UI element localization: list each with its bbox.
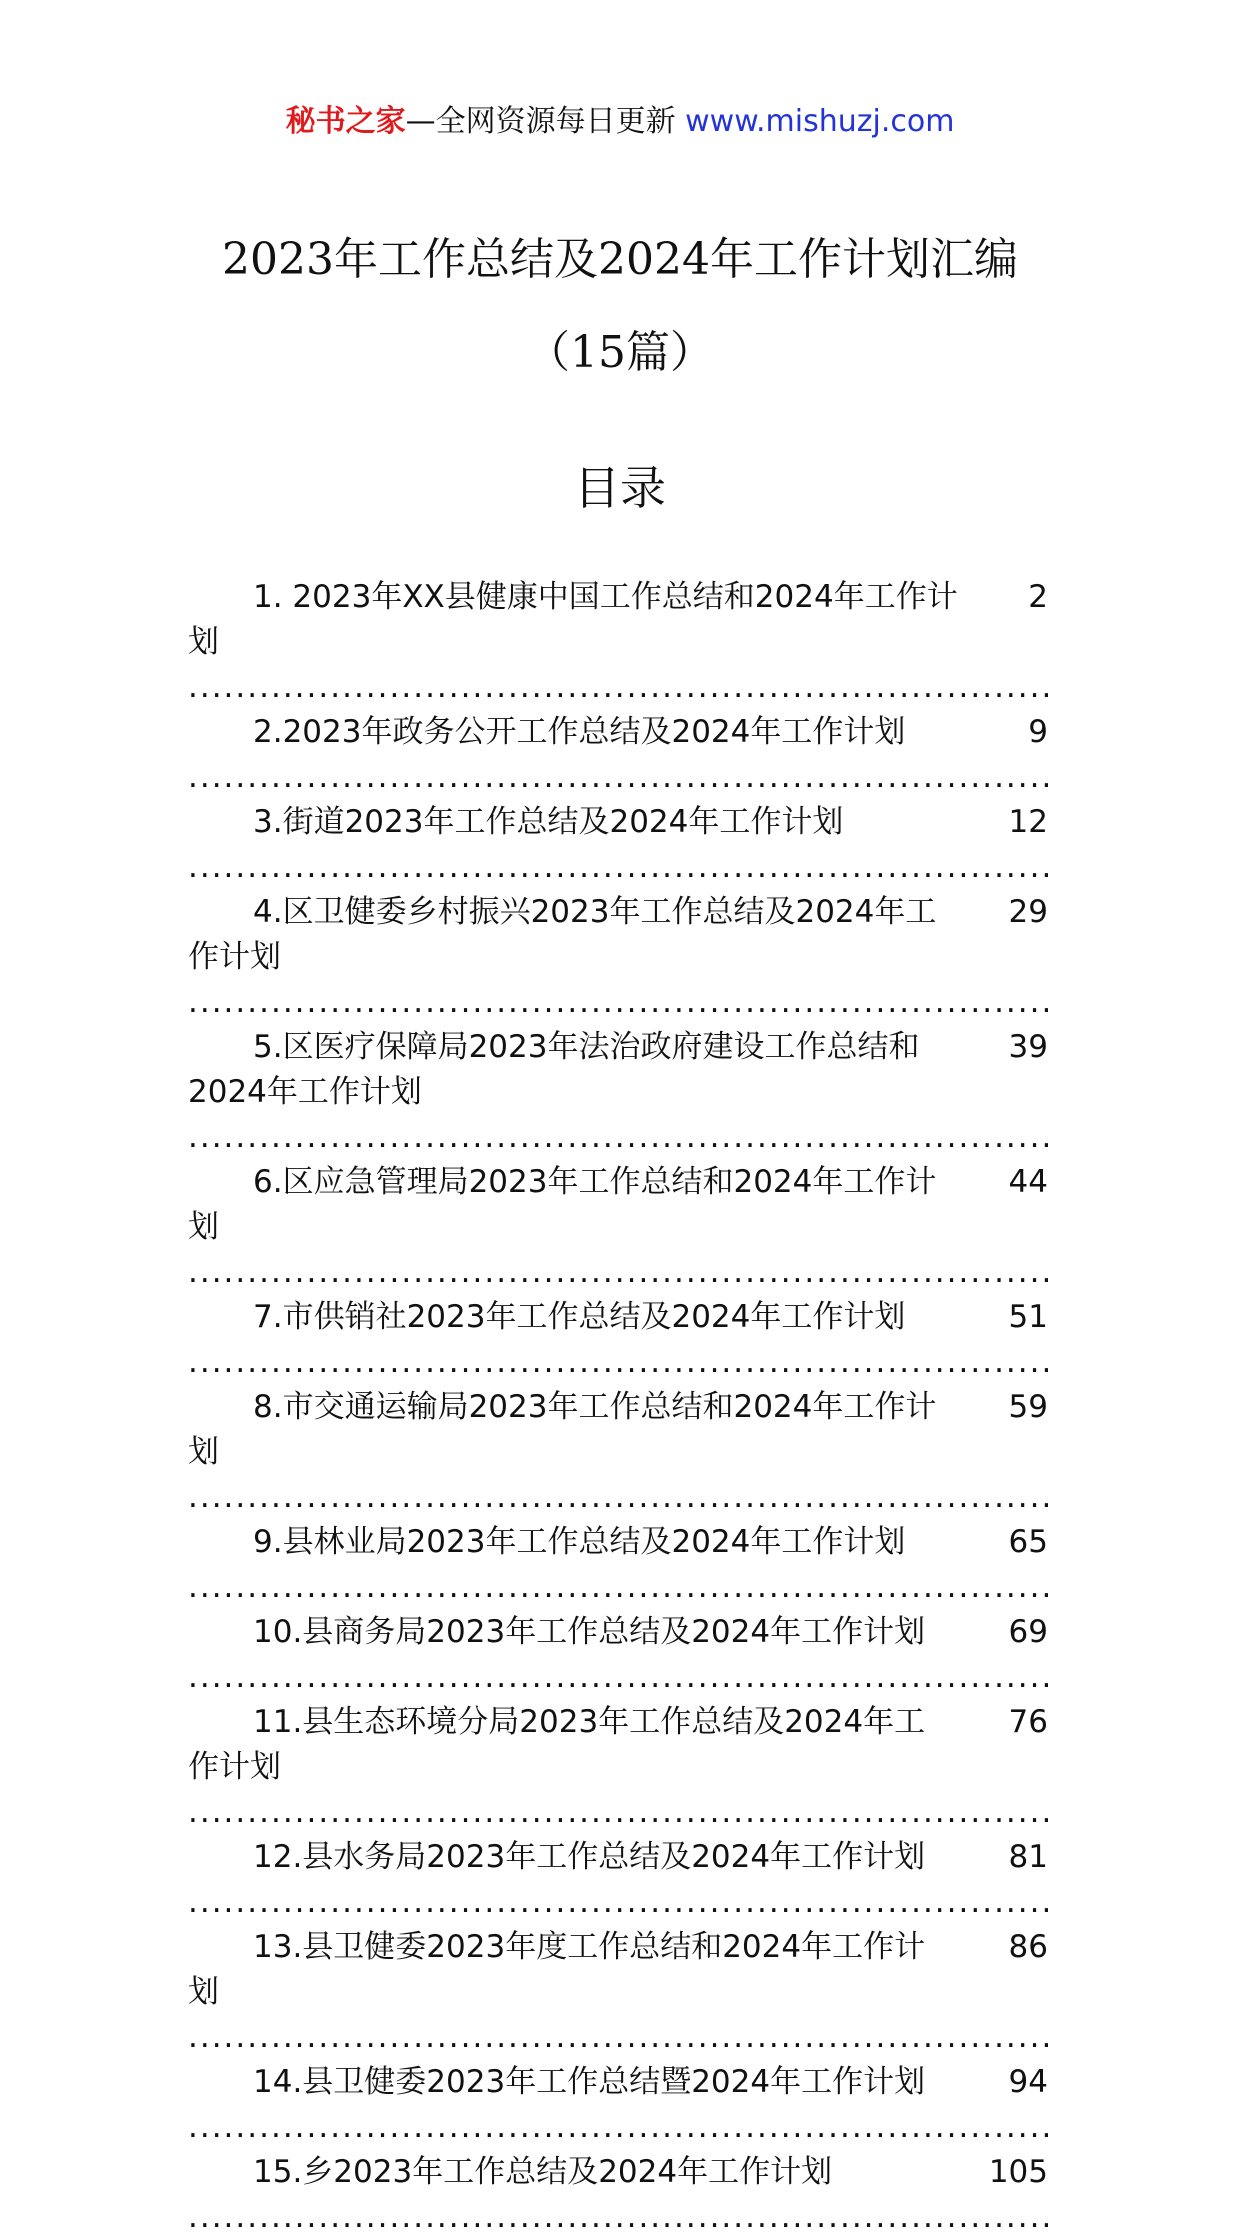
toc-page-number: 105 (920, 2150, 1048, 2195)
slogan: —全网资源每日更新 (405, 104, 676, 139)
toc-entry-title: 6.区应急管理局2023年工作总结和2024年工作计划 (188, 1164, 937, 1245)
toc-entry-title: 10.县商务局2023年工作总结及2024年工作计划 (253, 1614, 926, 1650)
toc-page-number: 86 (940, 1925, 1048, 1970)
document-subtitle-count: （15篇） (526, 327, 714, 378)
toc-page-number: 51 (940, 1295, 1048, 1340)
toc-entry-title: 11.县生态环境分局2023年工作总结及2024年工作计划 (188, 1704, 926, 1785)
toc-page-number: 94 (940, 2060, 1048, 2105)
table-of-contents (188, 575, 1048, 2240)
toc-entry-title: 9.县林业局2023年工作总结及2024年工作计划 (253, 1524, 906, 1560)
toc-dot-leader (188, 1790, 1048, 1835)
toc-page-number: 2 (959, 575, 1048, 620)
toc-page-number: 76 (940, 1700, 1048, 1745)
toc-entry[interactable] (188, 1610, 1048, 1700)
toc-entry[interactable] (188, 800, 1048, 890)
toc-entry-title: 15.乡2023年工作总结及2024年工作计划 (253, 2154, 833, 2190)
toc-entry[interactable] (188, 1025, 1048, 1160)
toc-dot-leader (188, 1340, 1048, 1385)
toc-entry[interactable] (188, 1160, 1048, 1295)
toc-dot-leader (188, 845, 1048, 890)
toc-dot-leader (188, 2105, 1048, 2150)
site-url-link[interactable]: www.mishuzj.com (685, 104, 955, 139)
toc-heading: 目录 (574, 461, 666, 515)
toc-entry[interactable] (188, 890, 1048, 1025)
toc-page-number: 81 (940, 1835, 1048, 1880)
toc-dot-leader (188, 980, 1048, 1025)
toc-entry[interactable] (188, 575, 1048, 710)
toc-dot-leader (188, 1250, 1048, 1295)
toc-page-number: 9 (959, 710, 1048, 755)
toc-entry-title: 8.市交通运输局2023年工作总结和2024年工作计划 (188, 1389, 937, 1470)
toc-dot-leader (188, 755, 1048, 800)
toc-entry-title: 12.县水务局2023年工作总结及2024年工作计划 (253, 1839, 926, 1875)
toc-entry-title: 14.县卫健委2023年工作总结暨2024年工作计划 (253, 2064, 926, 2100)
site-banner (0, 100, 1240, 144)
toc-dot-leader (188, 1115, 1048, 1160)
toc-entry[interactable] (188, 1835, 1048, 1925)
toc-page-number: 39 (940, 1025, 1048, 1070)
toc-dot-leader (188, 2195, 1048, 2240)
toc-entry-title: 2.2023年政务公开工作总结及2024年工作计划 (253, 714, 906, 750)
toc-dot-leader (188, 1655, 1048, 1700)
toc-entry[interactable] (188, 1295, 1048, 1385)
toc-page-number: 29 (940, 890, 1048, 935)
toc-dot-leader (188, 665, 1048, 710)
toc-entry-title: 3.街道2023年工作总结及2024年工作计划 (253, 804, 844, 840)
toc-page-number: 69 (940, 1610, 1048, 1655)
toc-entry[interactable] (188, 1385, 1048, 1520)
toc-entry[interactable] (188, 710, 1048, 800)
toc-dot-leader (188, 1565, 1048, 1610)
toc-entry-title: 7.市供销社2023年工作总结及2024年工作计划 (253, 1299, 906, 1335)
toc-dot-leader (188, 1475, 1048, 1520)
toc-page-number: 65 (940, 1520, 1048, 1565)
toc-entry-title: 5.区医疗保障局2023年法治政府建设工作总结和2024年工作计划 (188, 1029, 920, 1110)
toc-entry-title: 4.区卫健委乡村振兴2023年工作总结及2024年工作计划 (188, 894, 937, 975)
toc-entry[interactable] (188, 1700, 1048, 1835)
toc-entry[interactable] (188, 2060, 1048, 2150)
toc-dot-leader (188, 1880, 1048, 1925)
brand-name: 秘书之家 (285, 104, 406, 139)
toc-entry[interactable] (188, 1925, 1048, 2060)
toc-page-number: 12 (940, 800, 1048, 845)
toc-entry[interactable] (188, 1520, 1048, 1610)
toc-page-number: 59 (940, 1385, 1048, 1430)
document-title: 2023年工作总结及2024年工作计划汇编 (222, 234, 1018, 285)
toc-entry[interactable] (188, 2150, 1048, 2240)
toc-page-number: 44 (940, 1160, 1048, 1205)
toc-dot-leader (188, 2015, 1048, 2060)
toc-entry-title: 13.县卫健委2023年度工作总结和2024年工作计划 (188, 1929, 926, 2010)
toc-entry-title: 1. 2023年XX县健康中国工作总结和2024年工作计划 (188, 579, 958, 660)
